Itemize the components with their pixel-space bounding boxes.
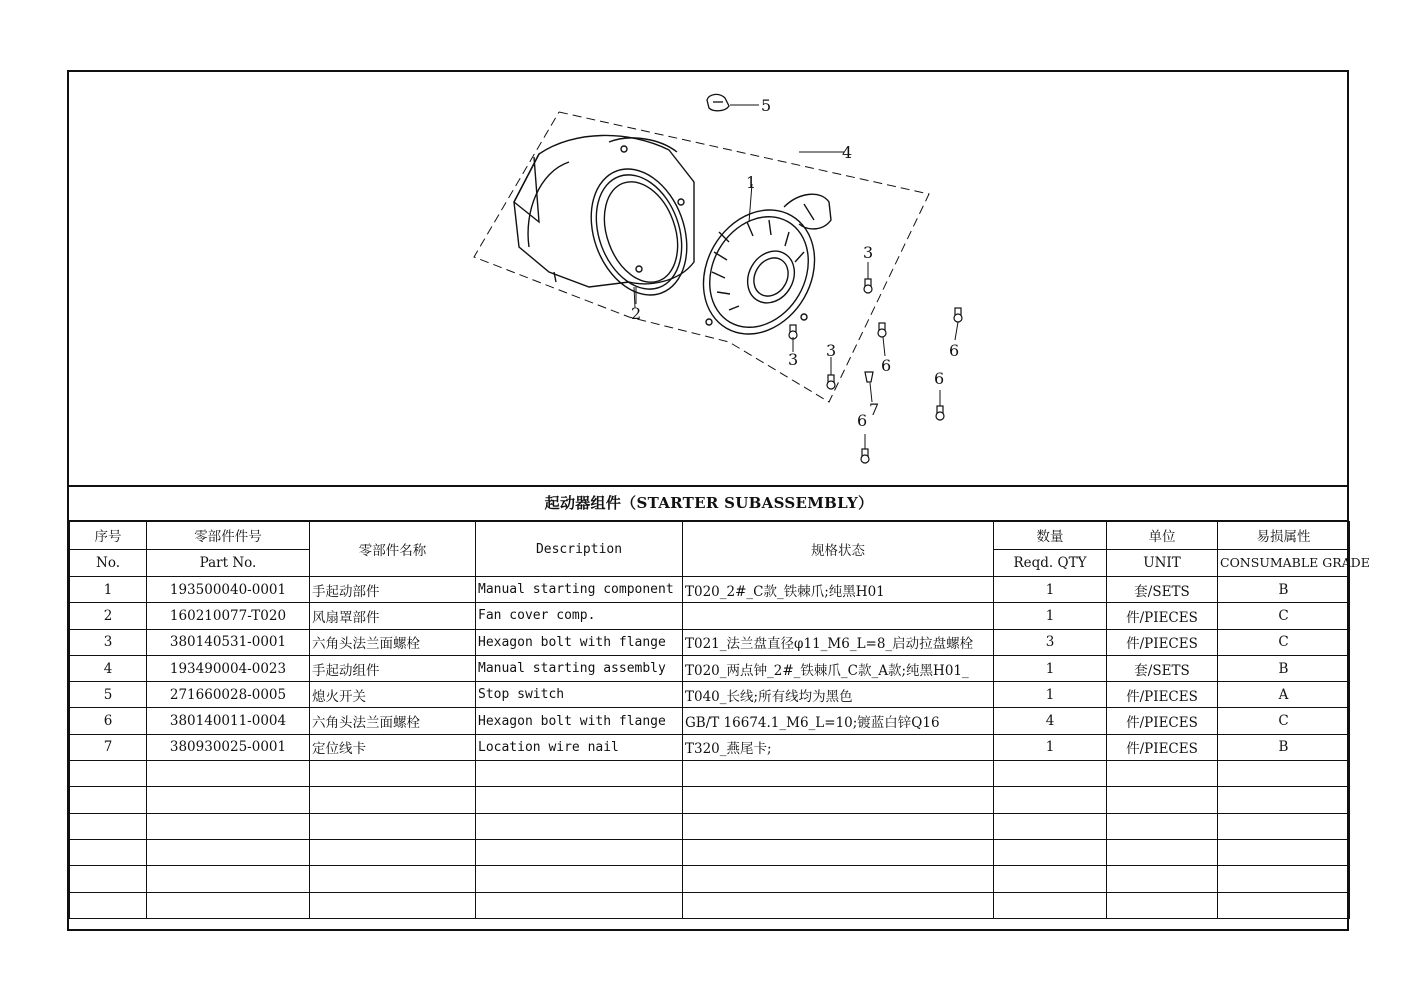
header-unit-cn: 单位 bbox=[1107, 522, 1218, 550]
row-unit: 套/SETS bbox=[1107, 655, 1218, 681]
empty-cell bbox=[310, 866, 476, 892]
row-qty: 1 bbox=[994, 603, 1107, 629]
row-qty: 3 bbox=[994, 629, 1107, 655]
empty-cell bbox=[147, 892, 310, 918]
row-no: 2 bbox=[70, 603, 147, 629]
row-no: 1 bbox=[70, 577, 147, 603]
row-part-no: 380930025-0001 bbox=[147, 734, 310, 760]
empty-table-row bbox=[70, 839, 1350, 865]
empty-cell bbox=[1107, 839, 1218, 865]
empty-cell bbox=[147, 761, 310, 787]
row-part-no: 160210077-T020 bbox=[147, 603, 310, 629]
empty-cell bbox=[1218, 813, 1350, 839]
header-qty-en: Reqd. QTY bbox=[994, 549, 1107, 577]
row-description: Hexagon bolt with flange bbox=[476, 629, 683, 655]
row-spec: T021_法兰盘直径φ11_M6_L=8_启动拉盘螺栓 bbox=[683, 629, 994, 655]
row-no: 5 bbox=[70, 682, 147, 708]
drawing-frame bbox=[67, 70, 1370, 931]
row-name-cn: 六角头法兰面螺栓 bbox=[310, 708, 476, 734]
row-unit: 套/SETS bbox=[1107, 577, 1218, 603]
table-row bbox=[70, 603, 1350, 629]
row-spec: T020_两点钟_2#_铁棘爪_C款_A款;纯黑H01_ bbox=[683, 655, 994, 681]
callout-3-lower: 3 bbox=[826, 341, 837, 360]
empty-cell bbox=[683, 892, 994, 918]
row-grade: B bbox=[1218, 655, 1350, 681]
table-title: 起动器组件（STARTER SUBASSEMBLY） bbox=[69, 487, 1349, 521]
row-qty: 1 bbox=[994, 577, 1107, 603]
row-part-no: 193490004-0023 bbox=[147, 655, 310, 681]
row-description: Manual starting component bbox=[476, 577, 683, 603]
callout-6-right: 6 bbox=[949, 341, 960, 360]
empty-cell bbox=[147, 866, 310, 892]
row-no: 6 bbox=[70, 708, 147, 734]
empty-cell bbox=[476, 813, 683, 839]
row-part-no: 193500040-0001 bbox=[147, 577, 310, 603]
callout-6-mid: 6 bbox=[881, 356, 892, 375]
header-row-cn bbox=[70, 522, 1350, 550]
empty-cell bbox=[147, 839, 310, 865]
empty-table-row bbox=[70, 892, 1350, 918]
callout-7: 7 bbox=[869, 400, 880, 419]
row-grade: B bbox=[1218, 577, 1350, 603]
row-unit: 件/PIECES bbox=[1107, 734, 1218, 760]
row-unit: 件/PIECES bbox=[1107, 629, 1218, 655]
empty-table-row bbox=[70, 761, 1350, 787]
empty-cell bbox=[476, 866, 683, 892]
table-row bbox=[70, 577, 1350, 603]
row-name-cn: 风扇罩部件 bbox=[310, 603, 476, 629]
callout-1: 1 bbox=[746, 173, 757, 192]
empty-cell bbox=[994, 892, 1107, 918]
empty-cell bbox=[310, 813, 476, 839]
empty-cell bbox=[1218, 761, 1350, 787]
callout-5: 5 bbox=[761, 96, 772, 115]
table-row bbox=[70, 708, 1350, 734]
empty-cell bbox=[1107, 813, 1218, 839]
table-row bbox=[70, 655, 1350, 681]
table-row bbox=[70, 734, 1350, 760]
empty-table-row bbox=[70, 866, 1350, 892]
empty-cell bbox=[1218, 892, 1350, 918]
empty-cell bbox=[70, 839, 147, 865]
row-unit: 件/PIECES bbox=[1107, 603, 1218, 629]
row-spec: T020_2#_C款_铁棘爪;纯黑H01 bbox=[683, 577, 994, 603]
empty-cell bbox=[476, 761, 683, 787]
empty-cell bbox=[1218, 866, 1350, 892]
row-description: Location wire nail bbox=[476, 734, 683, 760]
row-part-no: 380140011-0004 bbox=[147, 708, 310, 734]
empty-cell bbox=[147, 813, 310, 839]
callout-3-left: 3 bbox=[788, 350, 799, 369]
empty-cell bbox=[994, 761, 1107, 787]
empty-cell bbox=[147, 787, 310, 813]
table-row bbox=[70, 682, 1350, 708]
empty-cell bbox=[70, 787, 147, 813]
row-spec bbox=[683, 603, 994, 629]
empty-cell bbox=[1218, 839, 1350, 865]
header-unit-en: UNIT bbox=[1107, 549, 1218, 577]
row-name-cn: 定位线卡 bbox=[310, 734, 476, 760]
empty-cell bbox=[1107, 866, 1218, 892]
empty-cell bbox=[1107, 892, 1218, 918]
recoil-starter-drawing bbox=[681, 190, 836, 355]
empty-cell bbox=[1218, 787, 1350, 813]
header-description: Description bbox=[476, 522, 683, 577]
empty-cell bbox=[683, 761, 994, 787]
row-unit: 件/PIECES bbox=[1107, 682, 1218, 708]
empty-cell bbox=[70, 761, 147, 787]
header-grade-cn: 易损属性 bbox=[1218, 522, 1350, 550]
row-name-cn: 手起动部件 bbox=[310, 577, 476, 603]
header-part-en: Part No. bbox=[147, 549, 310, 577]
empty-cell bbox=[994, 839, 1107, 865]
empty-cell bbox=[994, 787, 1107, 813]
row-qty: 1 bbox=[994, 682, 1107, 708]
row-qty: 4 bbox=[994, 708, 1107, 734]
exploded-view-drawing bbox=[69, 72, 1349, 487]
empty-table-row bbox=[70, 813, 1350, 839]
stop-switch-drawing bbox=[707, 94, 729, 110]
callout-4: 4 bbox=[842, 143, 853, 162]
parts-table bbox=[69, 521, 1370, 919]
row-name-cn: 手起动组件 bbox=[310, 655, 476, 681]
row-part-no: 271660028-0005 bbox=[147, 682, 310, 708]
empty-cell bbox=[476, 892, 683, 918]
row-qty: 1 bbox=[994, 734, 1107, 760]
row-name-cn: 六角头法兰面螺栓 bbox=[310, 629, 476, 655]
callout-6-far: 6 bbox=[934, 369, 945, 388]
row-grade: C bbox=[1218, 708, 1350, 734]
header-qty-cn: 数量 bbox=[994, 522, 1107, 550]
empty-cell bbox=[683, 866, 994, 892]
empty-cell bbox=[476, 839, 683, 865]
header-spec: 规格状态 bbox=[683, 522, 994, 577]
row-spec: T320_燕尾卡; bbox=[683, 734, 994, 760]
empty-cell bbox=[683, 839, 994, 865]
row-spec: T040_长线;所有线均为黑色 bbox=[683, 682, 994, 708]
row-qty: 1 bbox=[994, 655, 1107, 681]
empty-cell bbox=[1107, 761, 1218, 787]
empty-cell bbox=[476, 787, 683, 813]
table-row bbox=[70, 629, 1350, 655]
empty-cell bbox=[70, 892, 147, 918]
row-description: Stop switch bbox=[476, 682, 683, 708]
header-grade-en: CONSUMABLE GRADE bbox=[1218, 549, 1350, 577]
empty-cell bbox=[683, 813, 994, 839]
empty-table-row bbox=[70, 787, 1350, 813]
empty-cell bbox=[310, 839, 476, 865]
callout-2: 2 bbox=[631, 304, 642, 323]
header-seq-en: No. bbox=[70, 549, 147, 577]
row-unit: 件/PIECES bbox=[1107, 708, 1218, 734]
row-no: 7 bbox=[70, 734, 147, 760]
empty-cell bbox=[683, 787, 994, 813]
empty-cell bbox=[994, 866, 1107, 892]
fan-cover-drawing bbox=[514, 135, 704, 308]
empty-cell bbox=[70, 866, 147, 892]
row-no: 3 bbox=[70, 629, 147, 655]
starter-exploded-diagram bbox=[69, 72, 1349, 485]
header-part-cn: 零部件件号 bbox=[147, 522, 310, 550]
empty-cell bbox=[994, 813, 1107, 839]
empty-cell bbox=[310, 787, 476, 813]
callout-3-upper: 3 bbox=[863, 243, 874, 262]
row-part-no: 380140531-0001 bbox=[147, 629, 310, 655]
row-grade: C bbox=[1218, 603, 1350, 629]
empty-cell bbox=[1107, 787, 1218, 813]
row-description: Hexagon bolt with flange bbox=[476, 708, 683, 734]
empty-cell bbox=[310, 761, 476, 787]
row-grade: C bbox=[1218, 629, 1350, 655]
row-spec: GB/T 16674.1_M6_L=10;镀蓝白锌Q16 bbox=[683, 708, 994, 734]
empty-cell bbox=[70, 813, 147, 839]
row-name-cn: 熄火开关 bbox=[310, 682, 476, 708]
row-description: Manual starting assembly bbox=[476, 655, 683, 681]
header-seq-cn: 序号 bbox=[70, 522, 147, 550]
callout-6-bottom: 6 bbox=[857, 411, 868, 430]
header-name-cn: 零部件名称 bbox=[310, 522, 476, 577]
row-grade: A bbox=[1218, 682, 1350, 708]
row-description: Fan cover comp. bbox=[476, 603, 683, 629]
row-no: 4 bbox=[70, 655, 147, 681]
empty-cell bbox=[310, 892, 476, 918]
row-grade: B bbox=[1218, 734, 1350, 760]
